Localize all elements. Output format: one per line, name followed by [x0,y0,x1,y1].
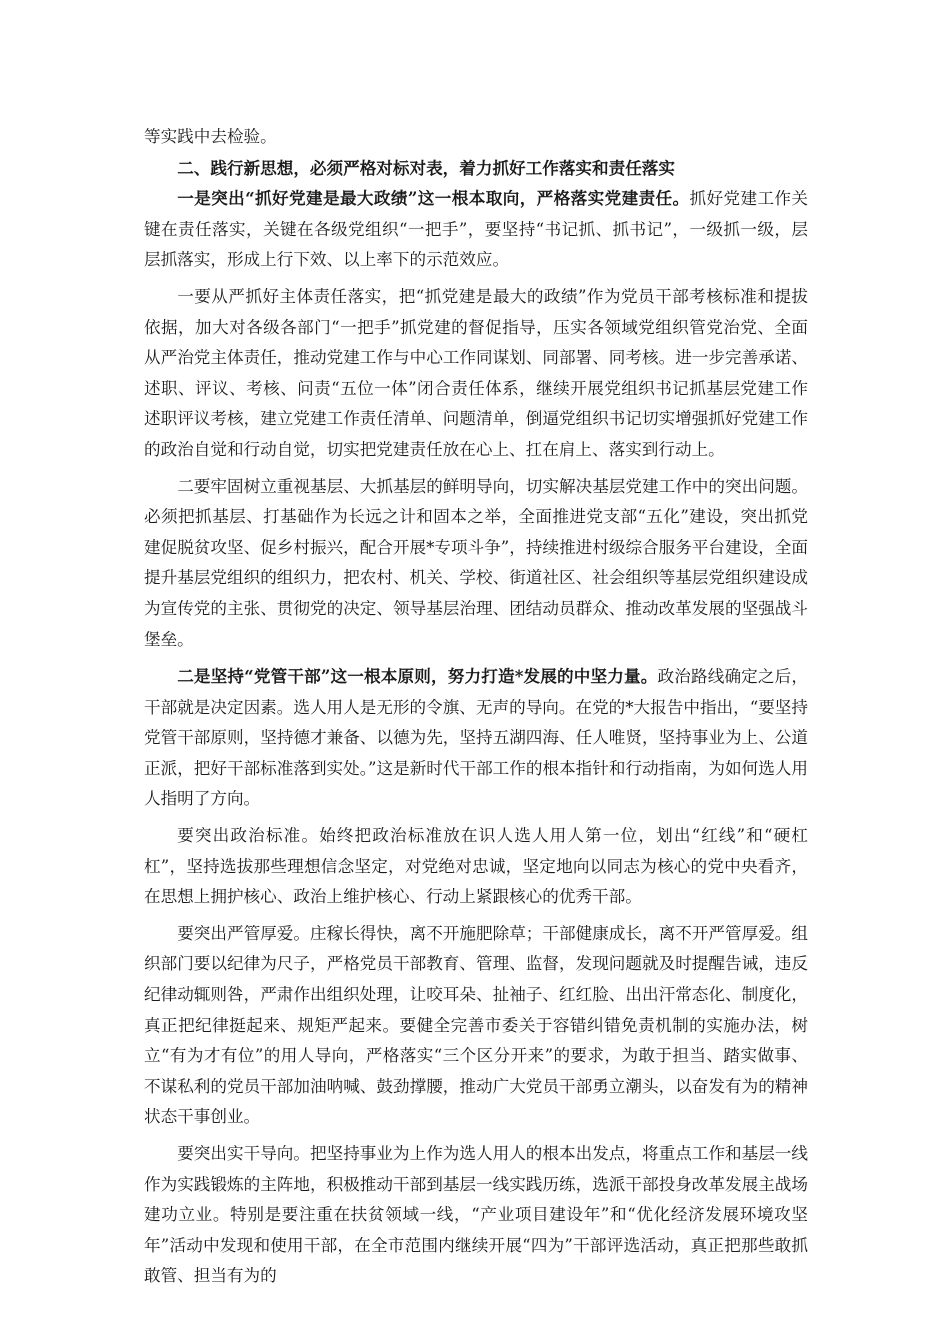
point-one-title: 一是突出“抓好党建是最大政绩”这一根本取向，严格落实党建责任。 [177,188,690,209]
paragraph-political-standard: 要突出政治标准。始终把政治标准放在识人选人用人第一位，划出“红线”和“硬杠杠”，坚持选拔那些理想信念坚定，对党绝对忠诚，坚定地向以同志为核心的党中央看齐，在思想上拥护核心、政治上维护核心、行动上紧跟核心的优秀干部。 [144,826,808,907]
section-heading: 二、践行新思想，必须严格对标对表，着力抓好工作落实和责任落实 [177,157,675,178]
point-two-title: 二是坚持“党管干部”这一根本原则，努力打造*发展的中坚力量。 [177,666,658,687]
paragraph-subpoint-two: 二要牢固树立重视基层、大抓基层的鲜明导向，切实解决基层党建工作中的突出问题。必须把抓基层、打基础作为长远之计和固本之举，全面推进党支部“五化”建设，突出抓党建促脱贫攻坚、促乡村振兴，配合开展*专项斗争”，持续推进村级综合服务平台建设，全面提升基层党组织的组织力，把农村、机关、学校、街道社区、社会组织等基层党组织建设成为宣传党的主张、贯彻党的决定、领导基层治理、团结动员群众、推动改革发展的坚强战斗堡垒。 [144,476,808,649]
point-two-text: 政治路线确定之后，干部就是决定因素。选人用人是无形的令旗、无声的导向。在党的*大报告中指出，“要坚持党管干部原则，坚持德才兼备、以德为先，坚持五湖四海、任人唯贤，坚持事业为上、公道正派，把好干部标准落到实处。”这是新时代干部工作的根本指针和行动指南，为如何选人用人指明了方向。 [144,667,809,809]
paragraph-subpoint-one: 一要从严抓好主体责任落实，把“抓党建是最大的政绩”作为党员干部考核标准和提拔依据，加大对各级各部门“一把手”抓党建的督促指导，压实各领域党组织管党治党、全面从严治党主体责任，推动党建工作与中心工作同谋划、同部署、同考核。进一步完善承诺、述职、评议、考核、问责“五位一体”闭合责任体系，继续开展党组织书记抓基层党建工作述职评议考核，建立党建工作责任清单、问题清单，倒逼党组织书记切实增强抓好党建工作的政治自觉和行动自觉，切实把党建责任放在心上、扛在肩上、落实到行动上。 [144,286,808,459]
paragraph-practical-orientation: 要突出实干导向。把坚持事业为上作为选人用人的根本出发点，将重点工作和基层一线作为实践锻炼的主阵地，积极推动干部到基层一线实践历练，选派干部投身改革发展主战场建功立业。特别是要注重在扶贫领域一线，“产业项目建设年”和“优化经济发展环境攻坚年”活动中发现和使用干部，在全市范围内继续开展“四为”干部评选活动，真正把那些敢抓敢管、担当有为的 [144,1144,808,1286]
paragraph-point-one [144,183,808,276]
paragraph-continuation: 等实践中去检验。 [144,127,277,146]
paragraph-point-two [144,661,808,815]
paragraph-strict-management: 要突出严管厚爱。庄稼长得快，离不开施肥除草；干部健康成长，离不开严管厚爱。组织部门要以纪律为尺子，严格党员干部教育、管理、监督，发现问题就及时提醒告诫，违反纪律动辄则咎，严肃作出组织处理，让咬耳朵、扯袖子、红红脸、出出汗常态化、制度化，真正把纪律挺起来、规矩严起来。要健全完善市委关于容错纠错免责机制的实施办法，树立“有为才有位”的用人导向，严格落实“三个区分开来”的要求，为敢于担当、踏实做事、不谋私利的党员干部加油呐喊、鼓劲撑腰，推动广大党员干部勇立潮头，以奋发有为的精神状态干事创业。 [144,923,808,1127]
point-one-text: 抓好党建工作关键在责任落实，关键在各级党组织“一把手”，要坚持“书记抓、抓书记”，一级抓一级，层层抓落实，形成上行下效、以上率下的示范效应。 [144,189,808,270]
document-page [144,122,808,1292]
